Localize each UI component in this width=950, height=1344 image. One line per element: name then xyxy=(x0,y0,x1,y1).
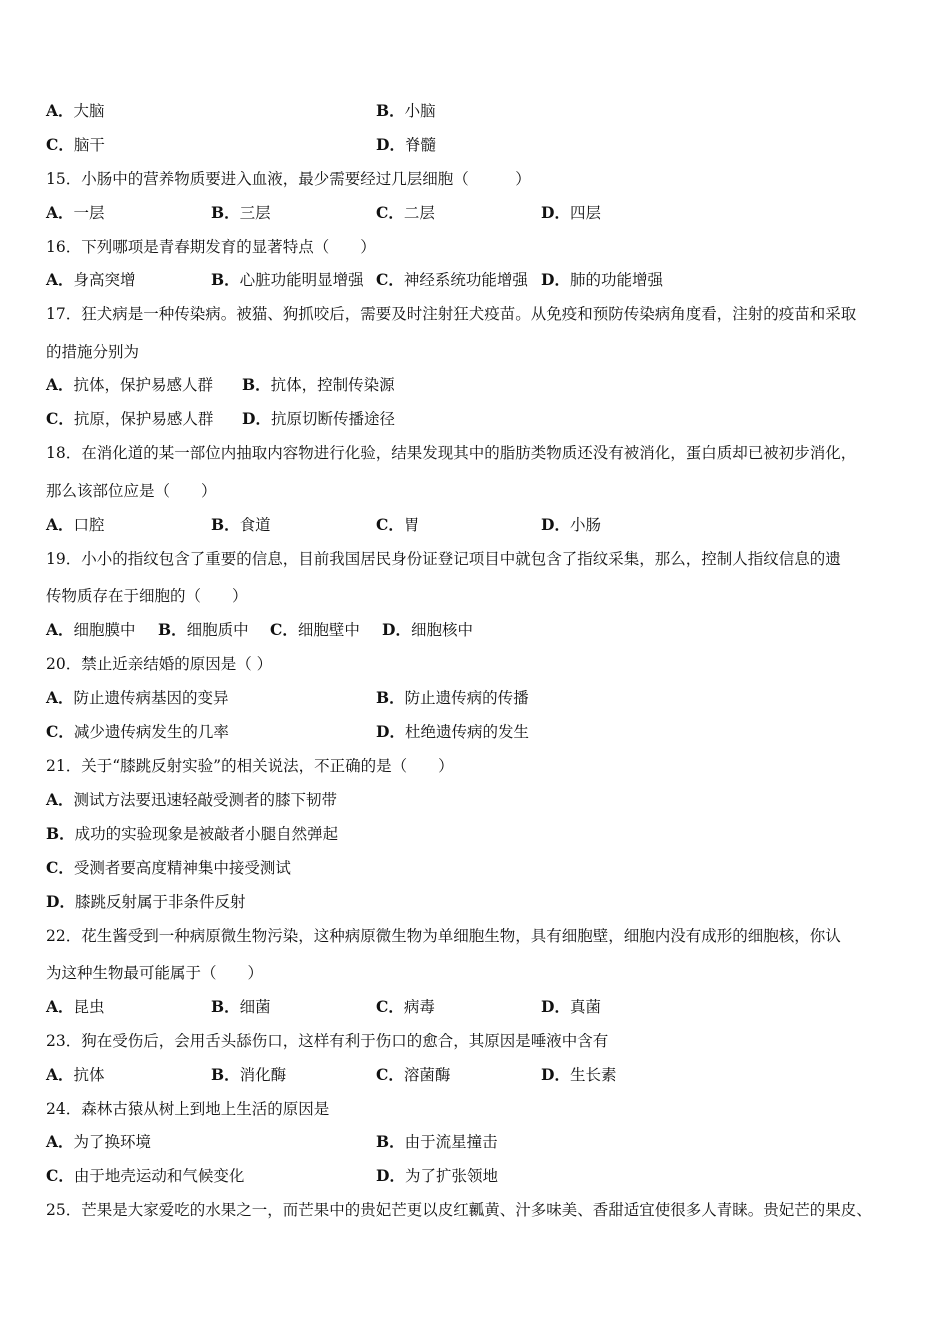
q15-option-b: B．三层 xyxy=(211,203,271,222)
q15-stem: 15．小肠中的营养物质要进入血液，最少需要经过几层细胞（ ） xyxy=(46,170,531,188)
q18-stem-line2: 那么该部位应是（ ） xyxy=(46,482,217,500)
q23-stem: 23．狗在受伤后，会用舌头舔伤口，这样有利于伤口的愈合，其原因是唾液中含有 xyxy=(46,1032,609,1050)
q22-option-d: D．真菌 xyxy=(541,997,601,1016)
q19-option-a: A．细胞膜中 xyxy=(46,620,136,639)
q18-option-b: B．食道 xyxy=(211,515,271,534)
q18-option-c: C．胃 xyxy=(376,515,420,534)
q20-option-a: A．防止遗传病基因的变异 xyxy=(46,688,229,707)
q22-option-b: B．细菌 xyxy=(211,997,271,1016)
q14-option-d: D．脊髓 xyxy=(376,135,436,154)
q23-option-c: C．溶菌酶 xyxy=(376,1065,451,1084)
q24-option-b: B．由于流星撞击 xyxy=(376,1132,498,1151)
q16-option-c: C．神经系统功能增强 xyxy=(376,270,528,289)
q24-stem: 24．森林古猿从树上到地上生活的原因是 xyxy=(46,1100,330,1118)
q20-stem: 20．禁止近亲结婚的原因是（ ） xyxy=(46,655,273,673)
q17-stem-line1: 17．狂犬病是一种传染病。被猫、狗抓咬后，需要及时注射狂犬疫苗。从免疫和预防传染病角度看，注射的疫苗和采取 xyxy=(46,305,857,323)
q20-option-c: C．减少遗传病发生的几率 xyxy=(46,722,229,741)
q20-option-b: B．防止遗传病的传播 xyxy=(376,688,529,707)
q21-option-a: A．测试方法要迅速轻敲受测者的膝下韧带 xyxy=(46,790,338,809)
q19-stem-line1: 19．小小的指纹包含了重要的信息，目前我国居民身份证登记项目中就包含了指纹采集，那么，控制人指纹信息的遗 xyxy=(46,550,841,568)
q21-option-d: D．膝跳反射属于非条件反射 xyxy=(46,892,246,911)
q21-option-c: C．受测者要高度精神集中接受测试 xyxy=(46,858,291,877)
q23-option-d: D．生长素 xyxy=(541,1065,617,1084)
q18-option-a: A．口腔 xyxy=(46,515,105,534)
q17-option-c: C．抗原，保护易感人群 xyxy=(46,409,214,428)
q18-option-d: D．小肠 xyxy=(541,515,601,534)
q20-option-d: D．杜绝遗传病的发生 xyxy=(376,722,529,741)
q16-stem: 16．下列哪项是青春期发育的显著特点（ ） xyxy=(46,238,376,256)
q16-option-a: A．身高突增 xyxy=(46,270,136,289)
q14-option-c: C．脑干 xyxy=(46,135,105,154)
q19-option-b: B．细胞质中 xyxy=(158,620,249,639)
q19-option-c: C．细胞壁中 xyxy=(270,620,360,639)
q16-option-d: D．肺的功能增强 xyxy=(541,270,663,289)
q15-option-c: C．二层 xyxy=(376,203,435,222)
q19-option-d: D．细胞核中 xyxy=(382,620,473,639)
q21-stem: 21．关于“膝跳反射实验”的相关说法，不正确的是（ ） xyxy=(46,757,454,775)
q14-option-b: B．小脑 xyxy=(376,101,436,120)
q18-stem-line1: 18．在消化道的某一部位内抽取内容物进行化验，结果发现其中的脂肪类物质还没有被消化，蛋白质却已被初步消化， xyxy=(46,444,857,462)
q22-option-c: C．病毒 xyxy=(376,997,435,1016)
q23-option-a: A．抗体 xyxy=(46,1065,105,1084)
q21-option-b: B．成功的实验现象是被敲者小腿自然弹起 xyxy=(46,824,339,843)
q17-option-d: D．抗原切断传播途径 xyxy=(242,409,395,428)
q17-option-b: B．抗体，控制传染源 xyxy=(242,375,395,394)
q24-option-c: C．由于地壳运动和气候变化 xyxy=(46,1166,245,1185)
q19-stem-line2: 传物质存在于细胞的（ ） xyxy=(46,587,248,605)
q14-option-a: A．大脑 xyxy=(46,101,105,120)
q24-option-d: D．为了扩张领地 xyxy=(376,1166,498,1185)
q15-option-d: D．四层 xyxy=(541,203,601,222)
q15-option-a: A．一层 xyxy=(46,203,105,222)
q22-stem-line2: 为这种生物最可能属于（ ） xyxy=(46,964,264,982)
q17-stem-line2: 的措施分别为 xyxy=(46,343,140,361)
q25-stem: 25．芒果是大家爱吃的水果之一，而芒果中的贵妃芒更以皮红瓤黄、汁多味美、香甜适宜使很多人青睐。贵妃芒的果皮、 xyxy=(46,1201,872,1219)
q22-option-a: A．昆虫 xyxy=(46,997,105,1016)
q22-stem-line1: 22．花生酱受到一种病原微生物污染，这种病原微生物为单细胞生物，具有细胞壁，细胞内没有成形的细胞核，你认 xyxy=(46,927,841,945)
q17-option-a: A．抗体，保护易感人群 xyxy=(46,375,214,394)
q24-option-a: A．为了换环境 xyxy=(46,1132,152,1151)
q16-option-b: B．心脏功能明显增强 xyxy=(211,270,364,289)
q23-option-b: B．消化酶 xyxy=(211,1065,287,1084)
